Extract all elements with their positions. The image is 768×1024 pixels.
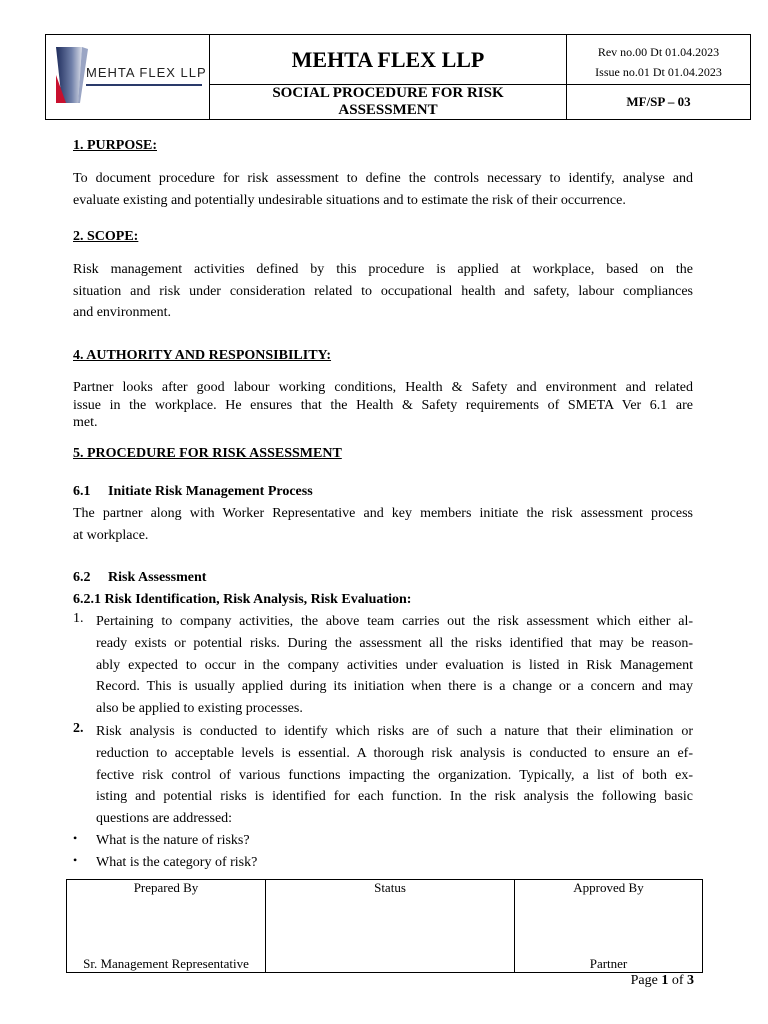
purpose-paragraph [73,168,693,211]
approved-by-label: Approved By [573,880,644,895]
approved-by-cell [515,880,702,972]
subtitle-line-2: ASSESSMENT [338,102,438,118]
section-6-1-paragraph [73,503,693,546]
list-item-1-line: ably expected to occur in the company activities under evaluation is listed in Risk Management [96,657,693,673]
list-item-2-text [96,721,693,830]
approval-table [66,879,703,973]
page-total: 3 [687,973,694,988]
list-item-2-line: fective risk control of various functions impacting the organization. Typically, a list of both ex- [96,767,693,783]
scope-line-1: Risk management activities defined by this procedure is applied at workplace, based on the [73,262,693,277]
logo-underline [86,84,202,86]
list-item-2-line: reduction to acceptable levels is essential. A thorough risk analysis is conducted to ensure an ef- [96,745,693,761]
procedure-heading: 5. PROCEDURE FOR RISK ASSESSMENT [73,446,342,461]
authority-heading: 4. AUTHORITY AND RESPONSIBILITY: [73,348,332,363]
bullet-icon: • [73,831,78,845]
list-item-2-line: questions are addressed: [96,811,233,827]
status-label: Status [374,880,406,895]
document-code: MF/SP – 03 [626,94,691,109]
logo-cell [46,35,210,119]
section-6-2-title: Risk Assessment [108,570,207,585]
scope-paragraph [73,259,693,324]
list-item-1-line: Pertaining to company activities, the above team carries out the risk assessment which either al- [96,614,693,629]
authority-line-2: issue in the workplace. He ensures that the Health & Safety requirements of SMETA Ver 6.1 are [73,397,693,413]
section-6-2-number: 6.2 [73,570,91,585]
bullet-item: What is the category of risk? [96,855,258,870]
bullet-icon: • [73,853,78,867]
scope-line-2: situation and risk under consideration related to occupational health and safety, labour compliances [73,283,693,299]
prepared-by-role: Sr. Management Representative [83,956,249,971]
page-of: of [671,973,684,988]
section-6-1-line-1: The partner along with Worker Representative and key members initiate the risk assessment process [73,506,693,521]
page-current: 1 [661,973,669,988]
list-item-1-line: Record. This is usually applied during its initiation when there is a change or a concern and may [96,679,693,695]
scope-line-3: and environment. [73,305,171,320]
authority-paragraph [73,379,693,432]
purpose-line-1: To document procedure for risk assessment to define the controls necessary to identify, analyse and [73,171,693,186]
list-item-2-line: Risk analysis is conducted to identify which risks are of such a nature that their elimination or [96,724,693,739]
list-item-1-text [96,611,693,720]
scope-heading: 2. SCOPE: [73,229,139,244]
company-title: MEHTA FLEX LLP [210,35,567,85]
section-6-1-line-2: at workplace. [73,527,149,543]
status-cell [266,880,515,972]
logo-text: MEHTA FLEX LLP [86,65,207,80]
list-item-1-line: also be applied to existing processes. [96,701,303,717]
purpose-heading: 1. PURPOSE: [73,138,157,153]
authority-line-1: Partner looks after good labour working conditions, Health & Safety and environment and related [73,380,693,395]
document-header [45,34,751,120]
subtitle-line-1: SOCIAL PROCEDURE FOR RISK [272,85,504,101]
list-item-1-line: ready exists or potential risks. During the assessment all the risks identified that may be reason- [96,635,693,651]
page-label: Page [630,973,658,988]
list-item-2-line: isting and potential risks is identified for each function. In the risk analysis the following basic [96,789,693,805]
prepared-by-label: Prepared By [133,880,199,895]
page-number [631,973,694,989]
section-6-1-number: 6.1 [73,484,91,499]
revision-info [567,35,750,85]
purpose-line-2: evaluate existing and potentially undesirable situations and to estimate the risk of their occurrence. [73,192,626,208]
section-6-1-title: Initiate Risk Management Process [108,484,313,499]
issue-number: Issue no.01 Dt 01.04.2023 [595,65,722,79]
authority-line-3: met. [73,415,98,430]
bullet-item: What is the nature of risks? [96,833,250,848]
approved-by-role: Partner [589,956,628,971]
document-subtitle [210,85,567,119]
prepared-by-cell [67,880,266,972]
rev-number: Rev no.00 Dt 01.04.2023 [597,45,720,59]
section-6-2-1-title: 6.2.1 Risk Identification, Risk Analysis, Risk Evaluation: [73,592,412,607]
list-item-2-number: 2. [73,721,84,736]
list-item-1-number: 1. [73,611,84,626]
